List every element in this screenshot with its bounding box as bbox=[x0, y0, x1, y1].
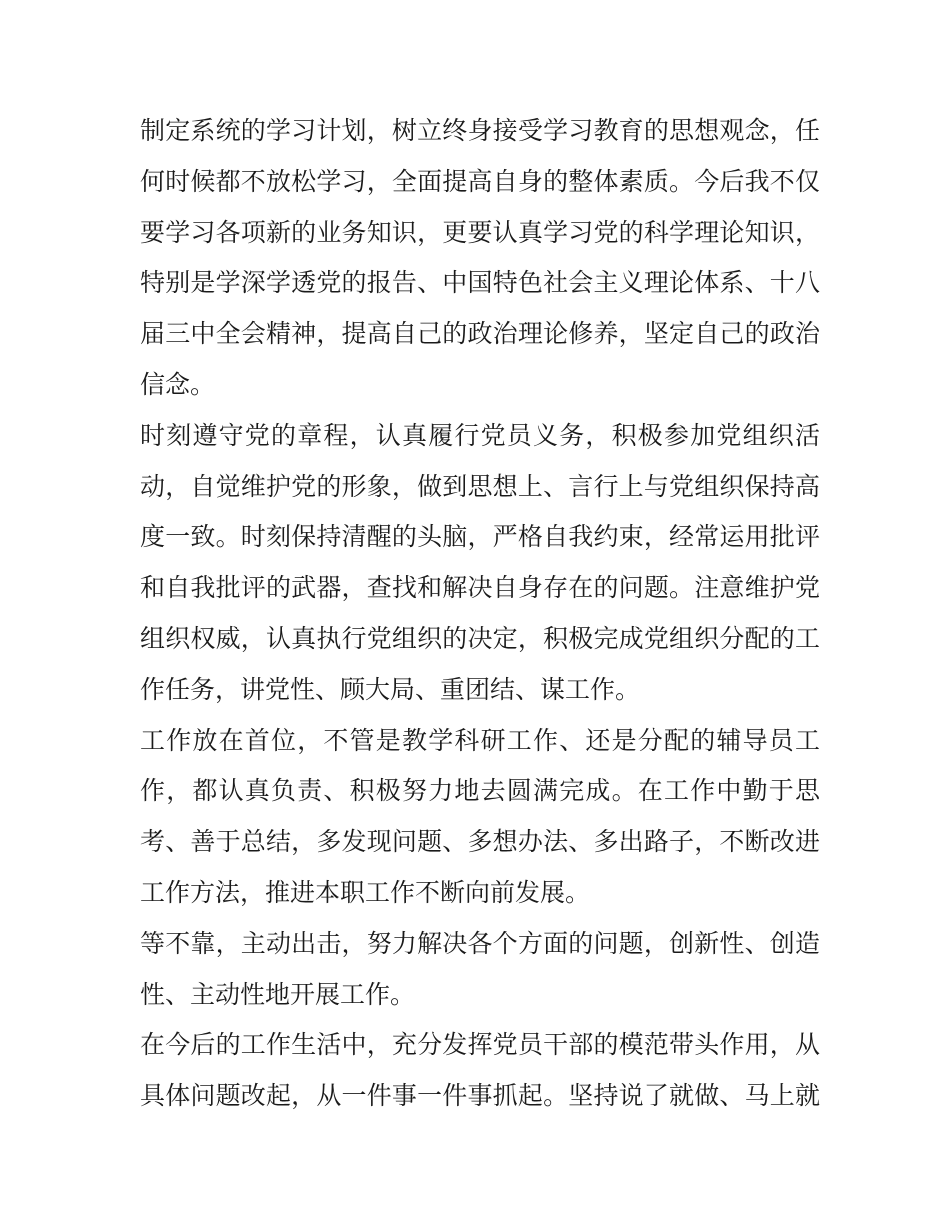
text-line: 工作放在首位，不管是教学科研工作、还是分配的辅导员工 bbox=[140, 725, 820, 755]
text-line: 时刻遵守党的章程，认真履行党员义务，积极参加党组织活 bbox=[140, 420, 820, 450]
text-line: 特别是学深学透党的报告、中国特色社会主义理论体系、十八 bbox=[140, 268, 820, 298]
text-line: 工作方法，推进本职工作不断向前发展。 bbox=[140, 877, 591, 907]
text-line: 作任务，讲党性、顾大局、重团结、谋工作。 bbox=[140, 674, 641, 704]
text-line: 和自我批评的武器，查找和解决自身存在的问题。注意维护党 bbox=[140, 573, 820, 603]
text-line: 信念。 bbox=[140, 369, 216, 399]
text-line: 要学习各项新的业务知识，更要认真学习党的科学理论知识， bbox=[140, 217, 820, 247]
text-line: 度一致。时刻保持清醒的头脑，严格自我约束，经常运用批评 bbox=[140, 522, 820, 552]
text-line: 届三中全会精神，提高自己的政治理论修养，坚定自己的政治 bbox=[140, 319, 820, 349]
text-line: 考、善于总结，多发现问题、多想办法、多出路子，不断改进 bbox=[140, 827, 820, 857]
text-line: 具体问题改起，从一件事一件事抓起。坚持说了就做、马上就 bbox=[140, 1081, 820, 1111]
document-body bbox=[140, 106, 820, 1122]
paragraph bbox=[140, 919, 820, 1021]
text-line: 等不靠，主动出击，努力解决各个方面的问题，创新性、创造 bbox=[140, 928, 820, 958]
paragraph bbox=[140, 411, 820, 716]
text-line: 动，自觉维护党的形象，做到思想上、言行上与党组织保持高 bbox=[140, 471, 820, 501]
paragraph bbox=[140, 716, 820, 919]
paragraph bbox=[140, 106, 820, 411]
text-line: 何时候都不放松学习，全面提高自身的整体素质。今后我不仅 bbox=[140, 166, 820, 196]
text-line: 组织权威，认真执行党组织的决定，积极完成党组织分配的工 bbox=[140, 623, 820, 653]
text-line: 作，都认真负责、积极努力地去圆满完成。在工作中勤于思 bbox=[140, 776, 820, 806]
text-line: 制定系统的学习计划，树立终身接受学习教育的思想观念，任 bbox=[140, 116, 820, 145]
text-line: 在今后的工作生活中，充分发挥党员干部的模范带头作用，从 bbox=[140, 1030, 820, 1060]
paragraph bbox=[140, 1020, 820, 1122]
text-line: 性、主动性地开展工作。 bbox=[140, 979, 416, 1009]
